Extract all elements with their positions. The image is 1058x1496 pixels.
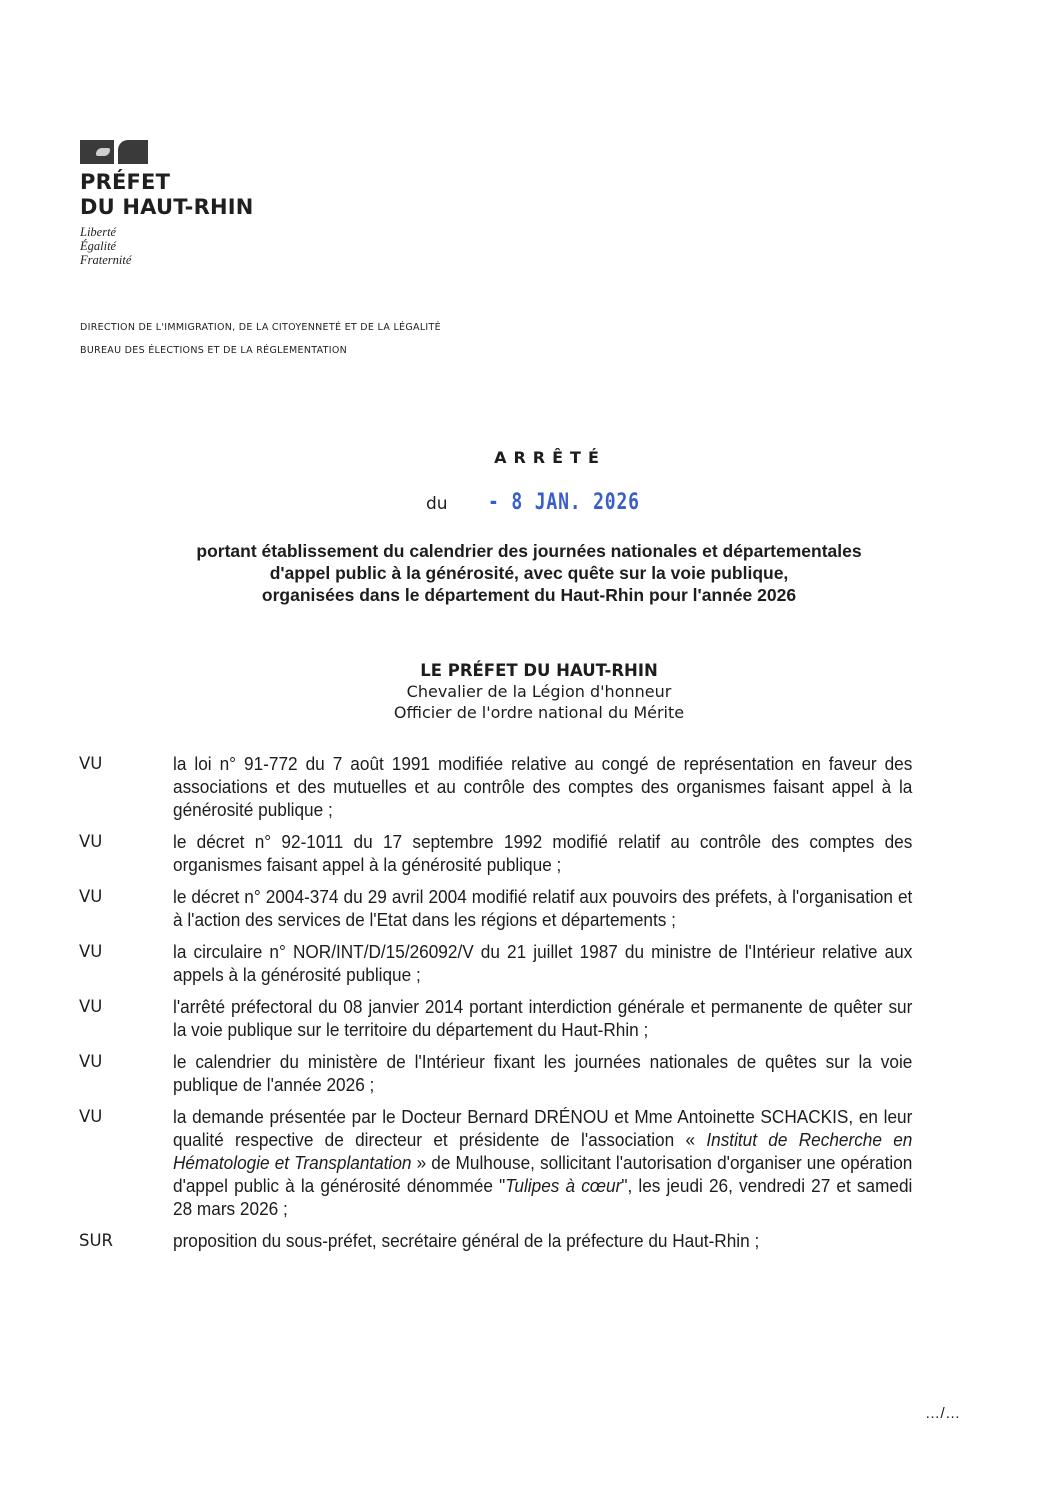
visas-list (78, 752, 968, 1261)
visa-text: le décret n° 2004-374 du 29 avril 2004 modifié relatif aux pouvoirs des préfets, à l'organisation et à l'action des services de l'Etat dans les régions et départements ; (173, 886, 913, 930)
visa-text-part: » de Mulhouse, sollicitant l'autorisation d'organiser une opération d'appel public à la générosité dénommée " (173, 1152, 913, 1196)
visa-item (78, 995, 968, 1041)
visa-item (78, 752, 968, 821)
visa-label: VU (79, 1052, 103, 1071)
prefect-title-1: Chevalier de la Légion d'honneur (406, 682, 672, 701)
visa-item (78, 885, 968, 931)
visa-item (78, 1050, 968, 1096)
visa-label: SUR (79, 1231, 114, 1250)
operation-name: Tulipes à cœur (505, 1175, 622, 1196)
prefect-title-2: Officier de l'ordre national du Mérite (393, 703, 685, 722)
visa-item (78, 940, 968, 986)
visa-item (78, 830, 968, 876)
visa-text-part: la demande présentée par le Docteur Bernard DRÉNOU et Mme Antoinette SCHACKIS, en leur qualité respective de directeur et présidente de l'association « (173, 1106, 913, 1150)
visa-label: VU (79, 887, 103, 906)
visa-text: le décret n° 92-1011 du 17 septembre 1992 modifié relatif au contrôle des comptes des organismes faisant appel à la générosité publique ; (173, 831, 913, 875)
prefect-name: LE PRÉFET DU HAUT-RHIN (420, 661, 658, 680)
visa-text: la circulaire n° NOR/INT/D/15/26092/V du 21 juillet 1987 du ministre de l'Intérieur relative aux appels à la générosité publique ; (173, 941, 913, 985)
visa-text: la loi n° 91-772 du 7 août 1991 modifiée relative au congé de représentation en faveur des associations et des mutuelles et au contrôle des comptes des organismes faisant appel à la générosité publique ; (173, 753, 913, 820)
visa-label: VU (79, 942, 103, 961)
motto-fraternite: Fraternité (80, 253, 132, 267)
service-block (80, 322, 441, 368)
visa-text-part: ", les jeudi 26, vendredi 27 et samedi 28 mars 2026 ; (173, 1175, 913, 1219)
bureau-name: BUREAU DES ÉLECTIONS ET DE LA RÉGLEMENTATION (80, 345, 348, 356)
subject-line: organisées dans le département du Haut-Rhin pour l'année 2026 (261, 585, 797, 605)
subject-line: portant établissement du calendrier des journées nationales et départementales (196, 541, 862, 561)
republic-motto (80, 225, 254, 267)
authority-line-1: PRÉFET (80, 170, 171, 194)
header-logo-block (80, 140, 254, 267)
visa-item (78, 1105, 968, 1220)
authority-line-2: DU HAUT-RHIN (80, 195, 254, 219)
visa-label: VU (79, 754, 103, 773)
marianne-logo-icon (80, 140, 150, 164)
prefect-block (0, 660, 1058, 723)
date-line (426, 490, 673, 515)
association-name: Institut de Recherche en Hématologie et Transplantation (173, 1129, 913, 1173)
visa-label: VU (79, 1107, 103, 1126)
visa-text: le calendrier du ministère de l'Intérieur fixant les journées nationales de quêtes sur la voie publique de l'année 2026 ; (173, 1051, 913, 1095)
subject-line: d'appel public à la générosité, avec quête sur la voie publique, (269, 563, 789, 583)
visa-label: VU (79, 997, 103, 1016)
date-prefix: du (426, 494, 448, 514)
direction-name: DIRECTION DE L'IMMIGRATION, DE LA CITOYENNETÉ ET DE LA LÉGALITÉ (80, 322, 441, 333)
date-stamp: - 8 JAN. 2026 (487, 490, 640, 515)
document-subject (0, 540, 1058, 606)
visa-text: l'arrêté préfectoral du 08 janvier 2014 portant interdiction générale et permanente de quêter sur la voie publique sur le territoire du département du Haut-Rhin ; (173, 996, 913, 1040)
visa-label: VU (79, 832, 103, 851)
motto-egalite: Égalité (80, 239, 117, 253)
page-continuation-mark: …/… (925, 1405, 961, 1422)
visa-text (173, 1105, 912, 1220)
authority-name (80, 170, 254, 220)
motto-liberte: Liberté (80, 225, 117, 239)
visa-item (78, 1229, 968, 1252)
document-type: ARRÊTÉ (494, 448, 606, 467)
visa-text: proposition du sous-préfet, secrétaire général de la préfecture du Haut-Rhin ; (173, 1230, 760, 1251)
